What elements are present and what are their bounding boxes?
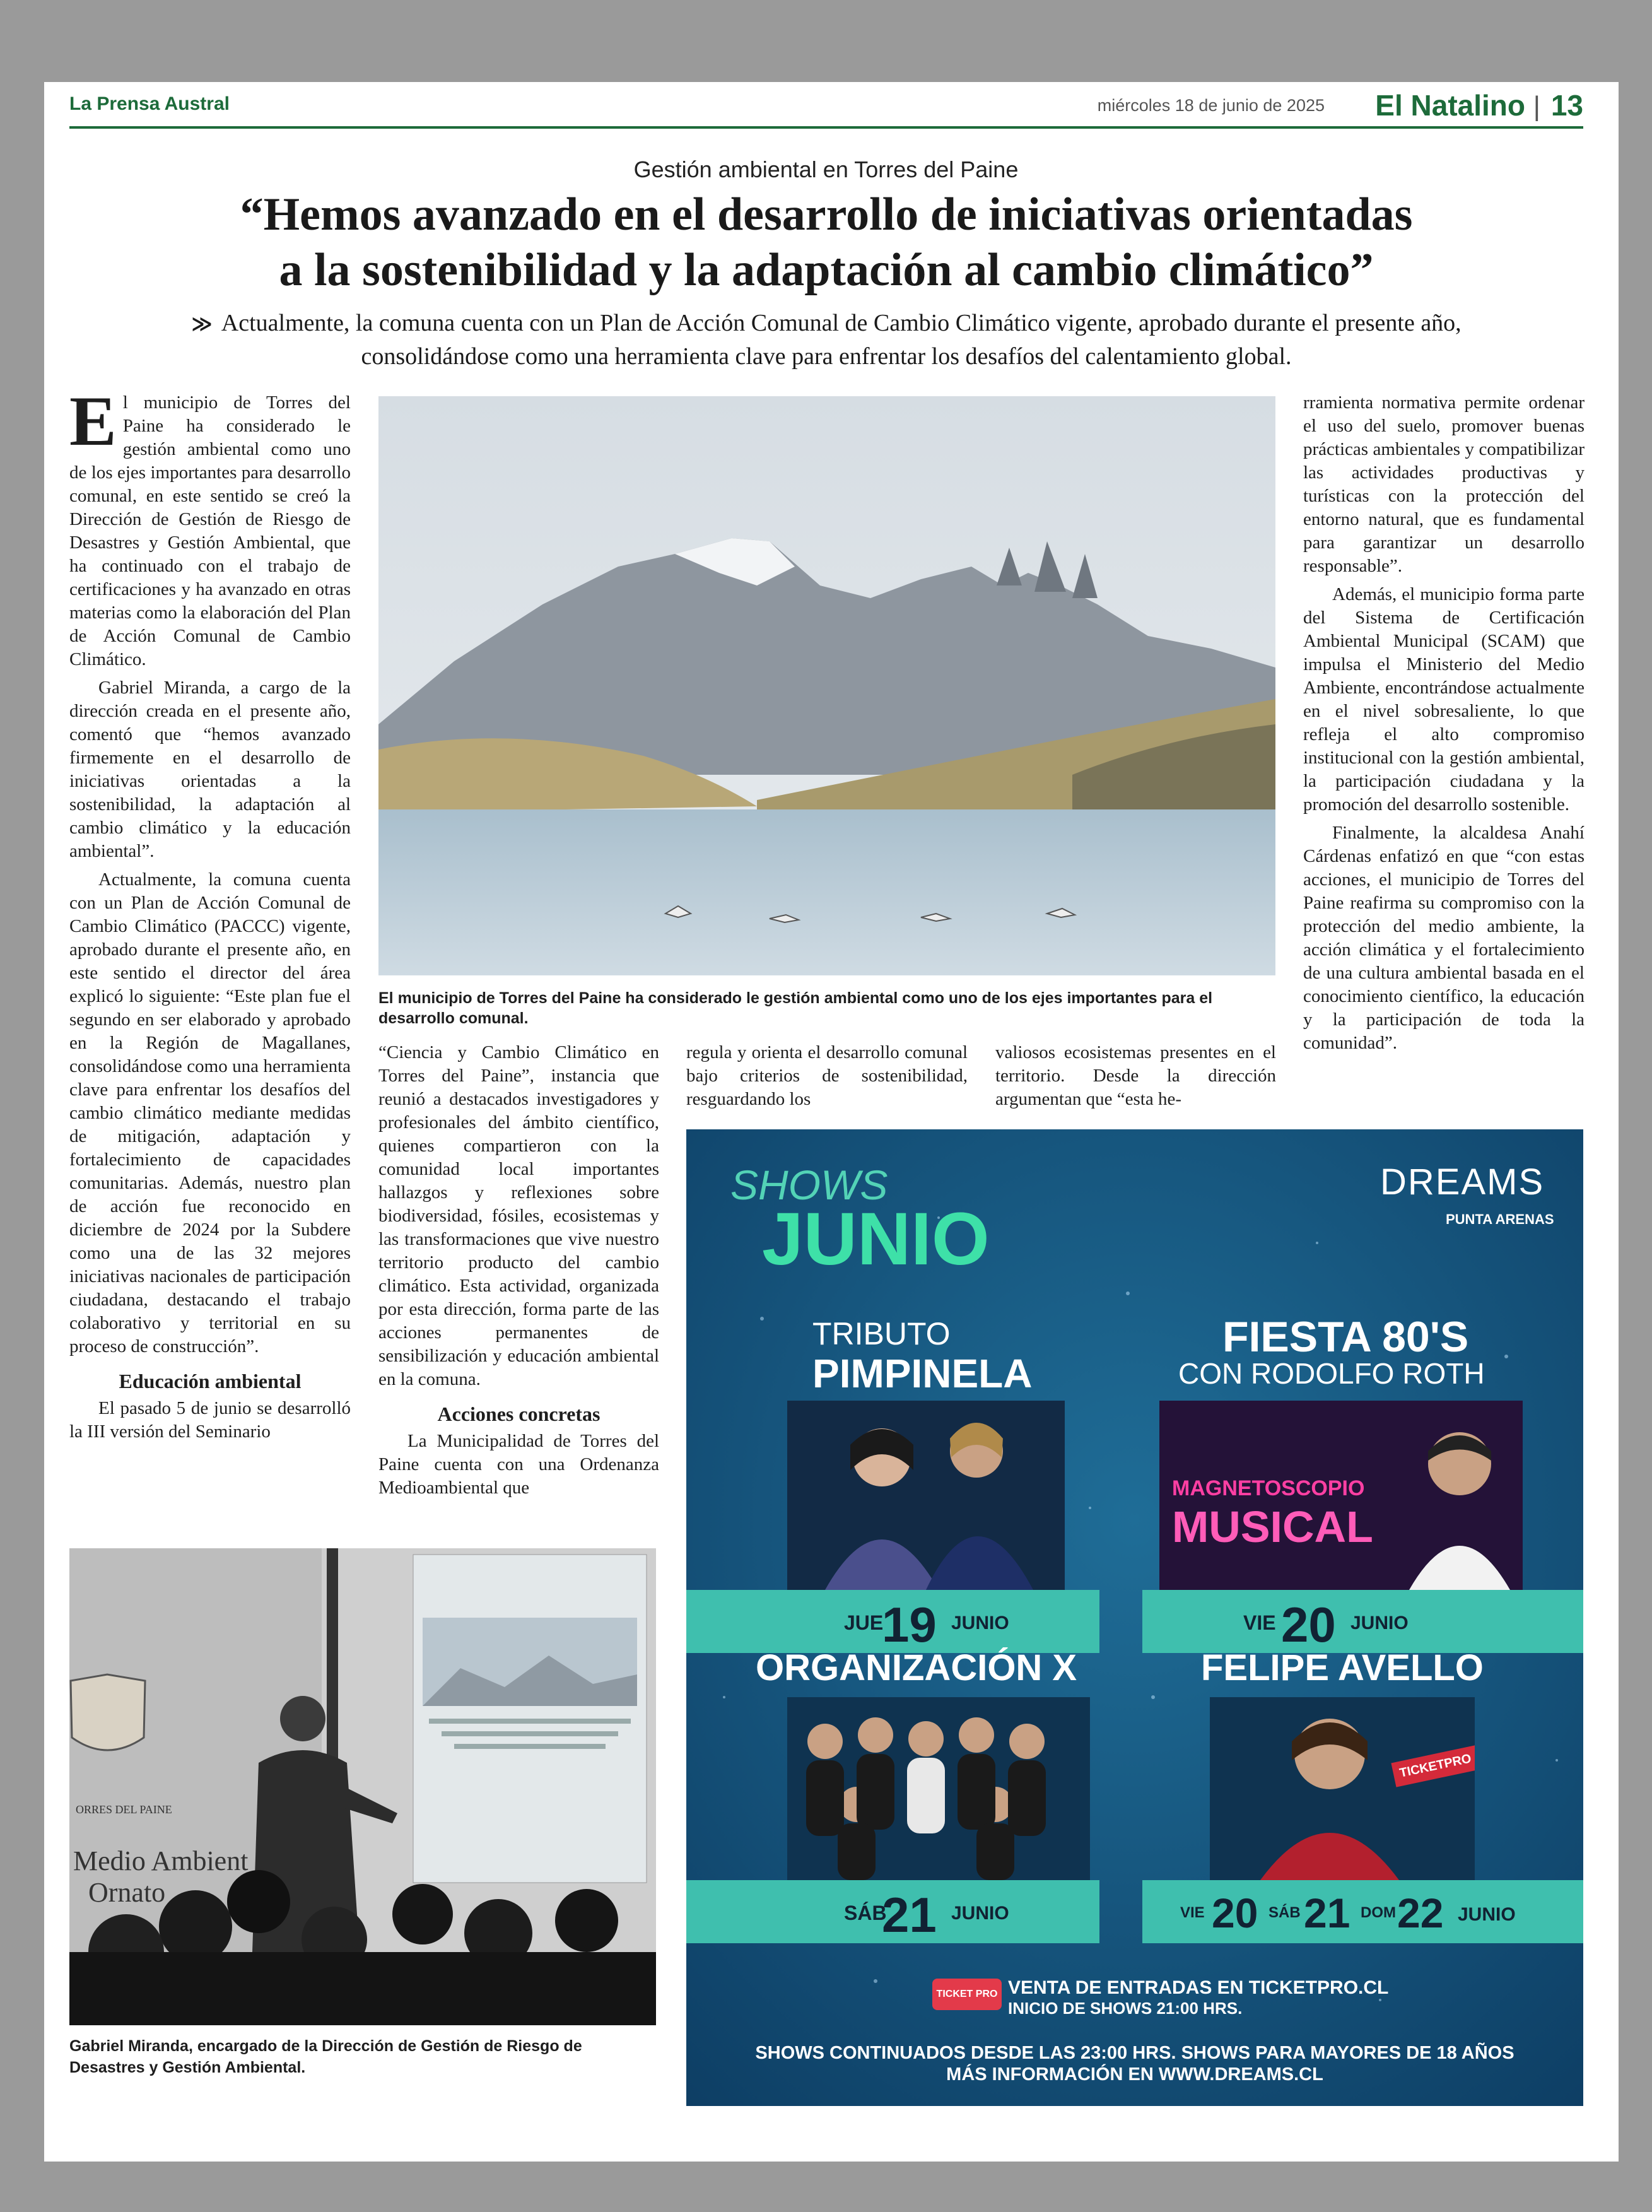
show4-day-1: 20	[1212, 1890, 1258, 1936]
article-column-5	[1303, 391, 1585, 1060]
seminar-scene	[69, 1548, 656, 2025]
article-kicker: Gestión ambiental en Torres del Paine	[633, 156, 1019, 182]
deck-arrow-icon: ≫	[191, 312, 213, 336]
show4-day-2: 21	[1304, 1890, 1350, 1936]
show4-performer	[1210, 1697, 1475, 1880]
body-paragraph: Finalmente, la alcaldesa Anahí Cárdenas enfatizó en que “con estas acciones, el municipio de Torres del Paine reafirma su compromiso con la protección del medio ambiente, la acción climática y el fortalecimiento de una cultura ambiental basada en el conocimiento científico, la educación y la participación de toda la comunidad”.	[1303, 823, 1585, 1053]
show2-month: JUNIO	[1350, 1613, 1409, 1633]
ad-shows-label: SHOWS	[730, 1162, 888, 1208]
article-column-4	[995, 1041, 1276, 1116]
show2-day-number: 20	[1281, 1597, 1336, 1652]
seminar-photo-caption: Gabriel Miranda, encargado de la Dirección de Gestión de Riesgo de Desastres y Gestión Ambiental.	[69, 2037, 582, 2076]
show3-band-members	[787, 1697, 1090, 1880]
show1-weekday: JUE	[844, 1611, 884, 1634]
show2-weekday: VIE	[1243, 1611, 1276, 1634]
article-column-1	[69, 382, 351, 1449]
show4-weekday-2: SÁB	[1268, 1904, 1301, 1921]
article-column-2	[378, 1041, 659, 1505]
subheading-acciones: Acciones concretas	[437, 1403, 600, 1425]
body-paragraph: Además, el municipio forma parte del Sistema de Certificación Ambiental Municipal (SCAM) que impulsa el Ministerio del Medio Ambiente, encontrándose actualmente en el nivel sobresaliente, lo que refleja el alto compromiso institucional con la gestión ambiental, la participación ciudadana y la promoción del desarrollo sostenible.	[1303, 584, 1585, 815]
header-separator: |	[1533, 91, 1540, 122]
landscape-photo	[378, 396, 1275, 975]
show1-day-number: 19	[882, 1597, 937, 1652]
section-name: El Natalino	[1375, 89, 1525, 122]
page-number: 13	[1550, 89, 1583, 122]
torres-del-paine-landscape	[378, 396, 1275, 975]
landscape-photo-caption: El municipio de Torres del Paine ha considerado le gestión ambiental como uno de los ejes importantes para el desarrollo comunal.	[378, 989, 1213, 1027]
show4-month: JUNIO	[1458, 1904, 1516, 1925]
show2-name: FIESTA 80'S	[1222, 1313, 1469, 1361]
show2-photo	[1159, 1401, 1523, 1590]
show4-badge: TICKETPRO	[1391, 1745, 1475, 1787]
publication-name: La Prensa Austral	[69, 93, 230, 114]
dreams-advertisement	[686, 1129, 1583, 2106]
ticketpro-logo-icon: TICKET PRO	[932, 1979, 1002, 2010]
show4-day-3: 22	[1397, 1890, 1444, 1936]
show2-date-band	[1142, 1590, 1583, 1653]
show1-name: PIMPINELA	[812, 1351, 1033, 1396]
headline-line-1: “Hemos avanzado en el desarrollo de iniciativas orientadas	[240, 189, 1413, 240]
show2-host	[1397, 1401, 1523, 1590]
body-paragraph: El municipio de Torres del Paine ha considerado le gestión ambiental como uno de los ejes importantes para desarrollo comunal, en este sentido se creó la Dirección de Gestión de Riesgo de Desastres y Gestión Ambiental, que ha continuado con el trabajo de certificaciones y ha avanzado en otras materias como la elaboración del Plan de Acción Comunal de Cambio Climático.	[69, 382, 351, 669]
article-deck	[189, 307, 1463, 373]
drop-cap: E	[69, 382, 117, 461]
seminar-photo	[69, 1548, 656, 2025]
body-paragraph: rramienta normativa permite ordenar el uso del suelo, promover buenas prácticas ambientales y compatibilizar las actividades productivas y turísticas con la protección del entorno natural, que es fundamental para garantizar un desarrollo responsable”.	[1303, 392, 1585, 576]
show4-date-band	[1142, 1880, 1583, 1943]
body-paragraph: El pasado 5 de junio se desarrolló la III versión del Seminario	[69, 1398, 351, 1442]
show1-photo	[787, 1401, 1065, 1590]
show3-day-number: 21	[882, 1887, 937, 1943]
show2-subtitle: CON RODOLFO ROTH	[1178, 1357, 1485, 1390]
show1-top-label: TRIBUTO	[812, 1316, 951, 1351]
show3-name: ORGANIZACIÓN X	[756, 1647, 1077, 1688]
show1-month: JUNIO	[951, 1613, 1009, 1633]
body-paragraph: regula y orienta el desarrollo comunal bajo criterios de sostenibilidad, resguardando los	[686, 1042, 968, 1109]
deck-text: Actualmente, la comuna cuenta con un Plan de Acción Comunal de Cambio Climático vigente, aprobado durante el presente año, consolidándose como una herramienta clave para enfrentar los desafíos del calentamiento global.	[221, 310, 1462, 370]
show1-date-band	[686, 1590, 1099, 1653]
sign-small-text: ORRES DEL PAINE	[76, 1803, 172, 1816]
body-paragraph: Actualmente, la comuna cuenta con un Plan de Acción Comunal de Cambio Climático (PACCC) vigente, aprobado durante el presente año, en este sentido el director del área explicó lo siguiente: “Este plan fue el segundo en ser elaborado y aprobado en la Región de Magallanes, consolidándose como una herramienta clave para enfrentar los desafíos del cambio climático mediante medidas de mitigación, adaptación y fortalecimiento de capacidades comunitarias. Además, nuestro plan de acción fue reconocido en diciembre de 2024 por la Subdere como una de las 32 mejores iniciativas nacionales de participación ciudadana, destacando el trabajo colaborativo y territorial en su proceso de construcción”.	[69, 869, 351, 1356]
show4-name: FELIPE AVELLO	[1201, 1647, 1484, 1688]
body-paragraph: “Ciencia y Cambio Climático en Torres del Paine”, instancia que reunió a destacados investigadores y profesionales del ámbito científico, quienes compartieron con la comunidad local importantes hallazgos y reflexiones sobre biodiversidad, fósiles, ecosistemas y las transformaciones que vive nuestro territorio producto del cambio climático. Esta actividad, organizada por esta dirección, forma parte de las acciones permanentes de sensibilización y educación ambiental en la comuna.	[378, 1042, 659, 1389]
body-paragraph: Gabriel Miranda, a cargo de la dirección creada en el presente año, comentó que “hemos avanzado firmemente en el desarrollo de iniciativas orientadas a la sostenibilidad, la adaptación al cambio climático y la educación ambiental”.	[69, 678, 351, 861]
ad-month-title: JUNIO	[762, 1197, 990, 1281]
ad-start-time: INICIO DE SHOWS 21:00 HRS.	[1008, 1999, 1243, 2018]
header-rule	[69, 126, 1583, 129]
body-paragraph: valiosos ecosistemas presentes en el territorio. Desde la dirección argumentan que “esta he-	[995, 1042, 1276, 1109]
show2-box-bottom: MUSICAL	[1172, 1502, 1373, 1551]
show3-date-band	[686, 1880, 1099, 1943]
show1-performers	[787, 1401, 1065, 1590]
ad-brand-city: PUNTA ARENAS	[1446, 1211, 1554, 1227]
show4-weekday-1: VIE	[1180, 1904, 1205, 1921]
sign-ornato: Ornato	[88, 1877, 166, 1908]
ad-footer-line-2: MÁS INFORMACIÓN EN WWW.DREAMS.CL	[946, 2064, 1323, 2085]
sign-medio-ambiente: Medio Ambient	[73, 1845, 249, 1876]
ad-footer-line-1: SHOWS CONTINUADOS DESDE LAS 23:00 HRS. SHOWS PARA MAYORES DE 18 AÑOS	[755, 2043, 1514, 2063]
headline-line-2: a la sostenibilidad y la adaptación al cambio climático”	[279, 244, 1374, 296]
body-paragraph: La Municipalidad de Torres del Paine cuenta con una Ordenanza Medioambiental que	[378, 1431, 659, 1498]
subheading-educacion: Educación ambiental	[119, 1370, 302, 1392]
article-headline	[114, 187, 1539, 298]
page-header	[69, 88, 1583, 124]
ad-brand-logo: DREAMS	[1380, 1162, 1545, 1203]
show3-weekday: SÁB	[844, 1902, 887, 1924]
show3-photo	[787, 1697, 1090, 1880]
issue-date: miércoles 18 de junio de 2025	[1097, 96, 1325, 115]
article-column-3	[686, 1041, 968, 1116]
ad-sale-line: VENTA DE ENTRADAS EN TICKETPRO.CL	[1008, 1977, 1389, 1998]
show3-month: JUNIO	[951, 1903, 1009, 1924]
show2-box-top: MAGNETOSCOPIO	[1172, 1476, 1365, 1500]
show4-photo	[1210, 1697, 1475, 1880]
show4-weekday-3: DOM	[1361, 1904, 1396, 1921]
